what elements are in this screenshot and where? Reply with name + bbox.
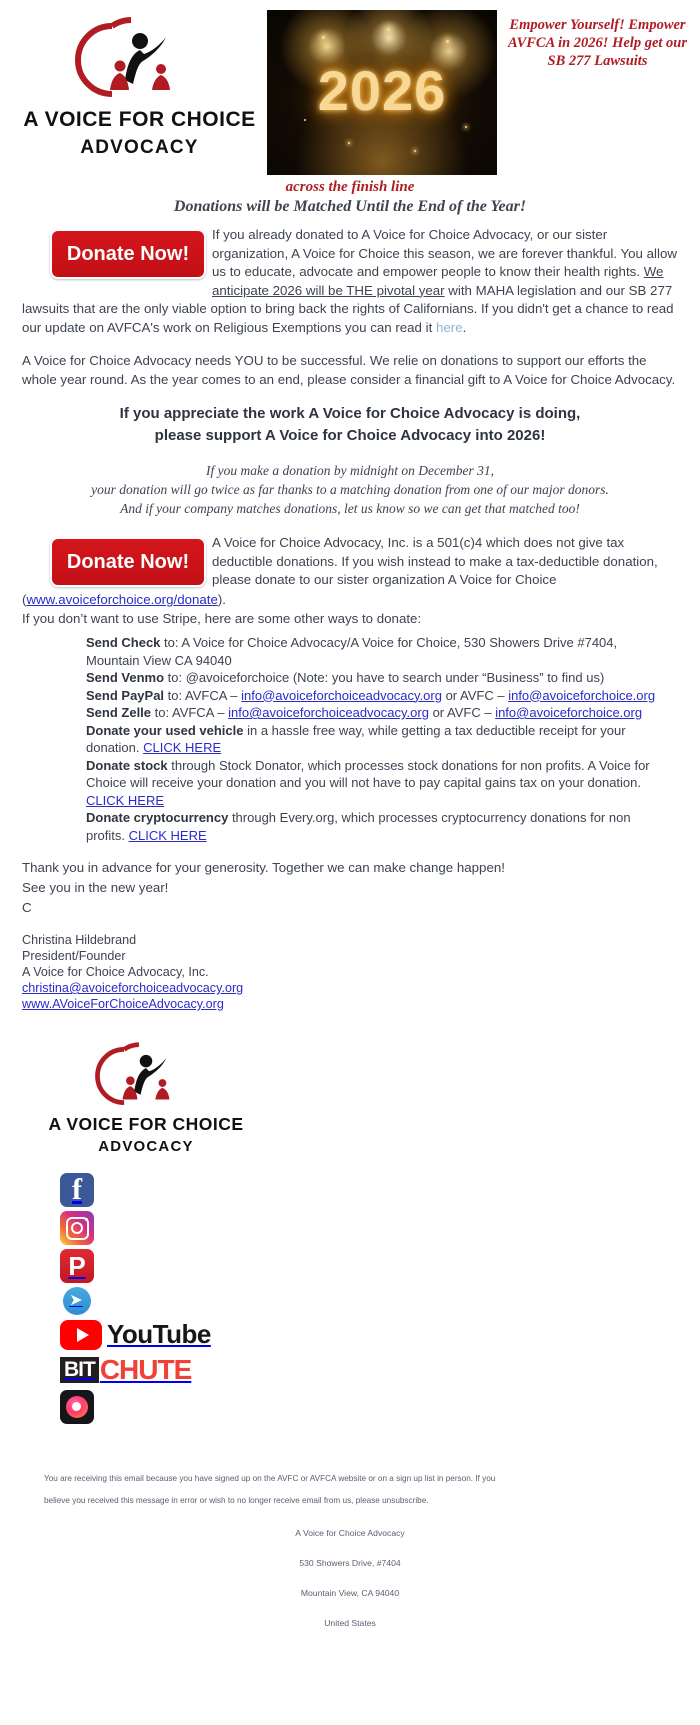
- matching-donation-block: [14, 461, 686, 518]
- facebook-glyph: f: [60, 1173, 94, 1207]
- appreciate-headline: [26, 403, 674, 447]
- method-paypal-text: to: AVFCA –: [164, 687, 242, 703]
- method-stock-label: Donate stock: [86, 757, 168, 773]
- intro-period: .: [462, 319, 467, 335]
- open-paren: (: [22, 592, 27, 607]
- intro-underlined: We anticipate 2026 will be THE pivotal year: [212, 264, 664, 298]
- footer-logo-wordmark: A VOICE FOR CHOICE: [48, 1114, 244, 1134]
- logo-wordmark: A VOICE FOR CHOICE: [23, 108, 256, 131]
- paypal-avfc-email-link[interactable]: info@avoiceforchoice.org: [508, 687, 656, 703]
- signature-name: Christina Hildebrand: [22, 933, 137, 947]
- signature-org: A Voice for Choice Advocacy, Inc.: [22, 965, 209, 979]
- method-venmo-text: to: @avoiceforchoice (Note: you have to search under “Business” to find us): [164, 670, 605, 685]
- footer-city: Mountain View, CA 94040: [300, 1588, 400, 1598]
- sister-site-line: [22, 591, 678, 610]
- intro-section: [0, 226, 700, 389]
- method-crypto: [86, 809, 670, 844]
- bitchute-bit-text: BIT: [60, 1357, 99, 1383]
- footer-brand-logo: [0, 1040, 700, 1155]
- youtube-wordmark: YouTube: [107, 1319, 211, 1349]
- method-crypto-label: Donate cryptocurrency: [86, 810, 229, 825]
- signature-email-link[interactable]: christina@avoiceforchoiceadvocacy.org: [22, 981, 244, 995]
- closing-block: [22, 858, 678, 918]
- parler-glyph: P: [60, 1249, 94, 1283]
- footer-country: United States: [324, 1618, 376, 1628]
- method-zelle-text: to: AVFCA –: [151, 705, 229, 720]
- intro-part1: If you already donated to A Voice for Choice Advocacy, or our sister organization, A Voice for Choice this season, we are forever thankful. You allow us to educate, advocate and empower people to know their health rights.: [212, 227, 677, 279]
- telegram-glyph: ➤: [63, 1287, 91, 1315]
- youtube-badge: [60, 1320, 102, 1350]
- method-paypal-mid: or AVFC –: [441, 687, 509, 703]
- donate-now-button-bottom[interactable]: Donate Now!: [50, 537, 206, 587]
- zelle-avfca-email-link[interactable]: info@avoiceforchoiceadvocacy.org: [228, 705, 429, 720]
- fireworks-2026-image: [267, 10, 497, 175]
- matching-line1: If you make a donation by midnight on December 31,: [206, 463, 494, 478]
- hero-year-text: 2026: [317, 59, 447, 122]
- header-tagline: Empower Yourself! Empower AVFCA in 2026! Help get our SB 277 Lawsuits: [507, 17, 687, 69]
- matching-line2: your donation will go twice as far thanks to a matching donation from one of our major donors.: [91, 482, 609, 497]
- intro-part2: with MAHA legislation and our SB 277 lawsuits that are the only viable option to bring back the rights of Californians. If you didn't get a chance to read our update on AVFCA's work on Religious Exemptions you can read it: [22, 282, 674, 335]
- nonprofit-paragraph: A Voice for Choice Advocacy, Inc. is a 501(c)4 which does not give tax deductible donations. If you wish instead to make a tax-deductible donation, please donate to our sister organization A Voice for Choice: [212, 535, 658, 587]
- parler-icon[interactable]: [60, 1249, 700, 1283]
- method-zelle-mid: or AVFC –: [428, 705, 496, 720]
- closing-thanks: Thank you in advance for your generosity. Together we can make change happen!: [22, 860, 505, 875]
- brand-logo: [12, 6, 267, 159]
- telegram-icon[interactable]: [60, 1287, 700, 1315]
- avfca-footer-logo-icon: [86, 1040, 206, 1112]
- instagram-glyph: [60, 1211, 94, 1245]
- religious-exemptions-here-link[interactable]: here: [435, 319, 463, 335]
- logo-subword: ADVOCACY: [80, 137, 199, 158]
- legal-line2: believe you received this message in error or wish to no longer receive email from us, please unsubscribe.: [44, 1496, 429, 1505]
- nonprofit-section: [0, 534, 700, 628]
- footer-address: [0, 1518, 700, 1638]
- signature-block: [22, 932, 678, 1012]
- instagram-icon[interactable]: [60, 1211, 700, 1245]
- social-links: [0, 1155, 700, 1424]
- need-you-paragraph: A Voice for Choice Advocacy needs YOU to be successful. We relie on donations to support our efforts the whole year round. As the year comes to an end, please consider a financial gift to A Voice for Choice Advocacy.: [22, 353, 676, 387]
- zelle-avfc-email-link[interactable]: info@avoiceforchoice.org: [495, 705, 643, 720]
- legal-line1: You are receiving this email because you have signed up on the AVFC or AVFCA website or on a sign up list in person. If you: [44, 1474, 496, 1483]
- bitchute-icon[interactable]: [60, 1354, 700, 1386]
- footer-org: A Voice for Choice Advocacy: [295, 1528, 405, 1538]
- appreciate-line2: please support A Voice for Choice Advocacy into 2026!: [154, 427, 546, 444]
- method-stock-text: through Stock Donator, which processes stock donations for non profits. A Voice for Choice will receive your donation and you will not have to pay capital gains tax on your donation.: [86, 757, 650, 790]
- matching-line3: And if your company matches donations, let us know so we can get that matched too!: [120, 501, 580, 516]
- bitchute-chute-text: CHUTE: [99, 1354, 192, 1385]
- vehicle-click-here-link[interactable]: CLICK HERE: [143, 740, 222, 755]
- close-paren: ).: [217, 592, 226, 607]
- crypto-click-here-link[interactable]: CLICK HERE: [128, 827, 207, 843]
- closing-see-you: See you in the new year!: [22, 880, 169, 895]
- method-vehicle: [86, 722, 670, 757]
- signature-website-link[interactable]: www.AVoiceForChoiceAdvocacy.org: [22, 997, 224, 1011]
- across-finish-line-text: across the finish line: [285, 179, 415, 195]
- avoiceforchoice-donate-link[interactable]: www.avoiceforchoice.org/donate: [26, 592, 218, 607]
- stock-click-here-link[interactable]: CLICK HERE: [86, 792, 165, 808]
- youtube-icon[interactable]: [60, 1319, 700, 1350]
- footer-logo-subword: ADVOCACY: [98, 1138, 194, 1155]
- method-crypto-text: through Every.org, which processes cryptocurrency donations for non profits.: [86, 810, 631, 843]
- method-vehicle-label: Donate your used vehicle: [86, 722, 244, 738]
- method-check-text: to: A Voice for Choice Advocacy/A Voice for Choice, 530 Showers Drive #7404, Mountain View CA 94040: [86, 635, 618, 668]
- stripe-alternatives-line: If you don’t want to use Stripe, here are some other ways to donate:: [22, 610, 422, 626]
- method-paypal-label: Send PayPal: [86, 687, 165, 703]
- signature-title: President/Founder: [22, 949, 126, 963]
- appreciate-line1: If you appreciate the work A Voice for Choice Advocacy is doing,: [119, 405, 581, 422]
- method-check: [86, 634, 670, 669]
- closing-initial: C: [22, 900, 32, 915]
- method-zelle-label: Send Zelle: [86, 705, 152, 720]
- method-vehicle-text: in a hassle free way, while getting a tax deductible receipt for your donation.: [86, 722, 626, 755]
- gab-icon[interactable]: [60, 1390, 700, 1424]
- footer-street: 530 Showers Drive, #7404: [299, 1558, 401, 1568]
- email-header: [0, 0, 700, 175]
- method-venmo: [86, 669, 670, 687]
- paypal-avfca-email-link[interactable]: info@avoiceforchoiceadvocacy.org: [241, 687, 442, 703]
- method-zelle: [86, 704, 670, 722]
- legal-disclaimer: [44, 1468, 656, 1512]
- matched-donations-headline: Donations will be Matched Until the End of the Year!: [173, 198, 527, 215]
- method-check-label: Send Check: [86, 635, 161, 650]
- method-paypal: [86, 687, 670, 705]
- gab-glyph: [60, 1390, 94, 1424]
- method-venmo-label: Send Venmo: [86, 670, 165, 685]
- donate-now-button-top[interactable]: Donate Now!: [50, 229, 206, 279]
- facebook-icon[interactable]: [60, 1173, 700, 1207]
- method-stock: [86, 757, 670, 810]
- avfca-logo-icon: [65, 14, 215, 106]
- donation-methods-list: [86, 634, 670, 844]
